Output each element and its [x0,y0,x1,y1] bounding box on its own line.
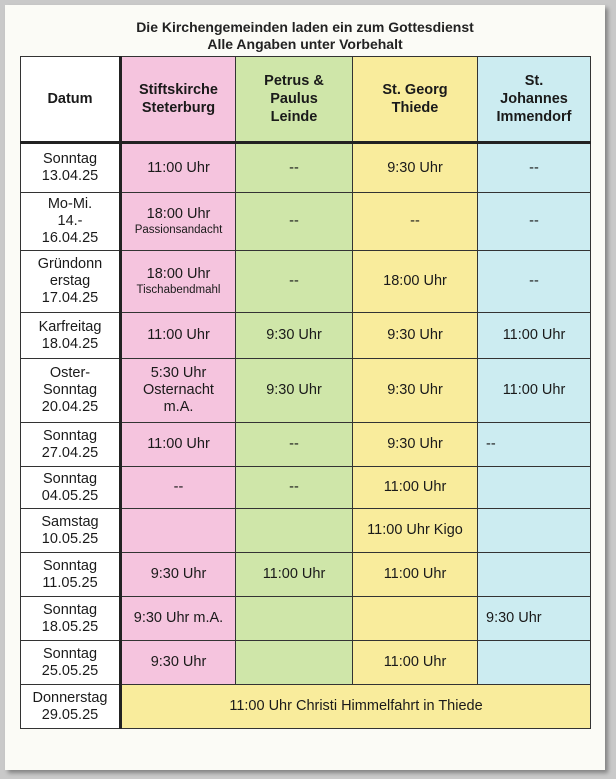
table-row [21,359,591,423]
st-georg-cell: 11:00 Uhr [353,553,478,597]
table-row [21,685,591,729]
himmelfahrt-cell: 11:00 Uhr Christi Himmelfahrt in Thiede [121,685,591,729]
date-cell: Sonntag 11.05.25 [21,553,121,597]
table-row [21,423,591,467]
st-johannes-cell: 11:00 Uhr [478,359,591,423]
table-row [21,251,591,313]
page-title [5,19,605,53]
stiftskirche-cell [121,509,236,553]
table-row [21,143,591,193]
petrus-paulus-cell: -- [236,467,353,509]
st-georg-cell [353,597,478,641]
st-johannes-cell: 9:30 Uhr [478,597,591,641]
header-row [21,57,591,143]
petrus-paulus-cell [236,597,353,641]
date-cell: Gründonn erstag 17.04.25 [21,251,121,313]
petrus-paulus-cell: -- [236,251,353,313]
stiftskirche-cell: 11:00 Uhr [121,423,236,467]
st-johannes-cell: -- [478,423,591,467]
st-georg-cell: -- [353,193,478,251]
petrus-paulus-cell [236,509,353,553]
schedule-sheet [5,5,605,770]
header-st-georg: St. Georg Thiede [353,57,478,143]
date-cell: Oster- Sonntag 20.04.25 [21,359,121,423]
st-georg-cell: 9:30 Uhr [353,143,478,193]
stiftskirche-cell: 5:30 Uhr Osternacht m.A. [121,359,236,423]
st-georg-cell: 11:00 Uhr Kigo [353,509,478,553]
stiftskirche-cell: 18:00 Uhr Tischabendmahl [121,251,236,313]
date-cell: Sonntag 18.05.25 [21,597,121,641]
stiftskirche-cell: 18:00 Uhr Passionsandacht [121,193,236,251]
petrus-paulus-cell: 9:30 Uhr [236,313,353,359]
st-johannes-cell: -- [478,251,591,313]
table-row [21,313,591,359]
petrus-paulus-cell: -- [236,143,353,193]
date-cell: Samstag 10.05.25 [21,509,121,553]
date-cell: Sonntag 13.04.25 [21,143,121,193]
stiftskirche-cell: 9:30 Uhr [121,553,236,597]
petrus-paulus-cell: 9:30 Uhr [236,359,353,423]
st-georg-cell: 9:30 Uhr [353,423,478,467]
date-cell: Donnerstag 29.05.25 [21,685,121,729]
st-johannes-cell: -- [478,143,591,193]
stiftskirche-cell: 11:00 Uhr [121,143,236,193]
stiftskirche-cell: 11:00 Uhr [121,313,236,359]
header-datum: Datum [21,57,121,143]
title-line-1: Die Kirchengemeinden laden ein zum Gottesdienst [136,19,474,35]
petrus-paulus-cell: -- [236,193,353,251]
stiftskirche-cell: -- [121,467,236,509]
st-johannes-cell: -- [478,193,591,251]
date-cell: Sonntag 25.05.25 [21,641,121,685]
st-georg-cell: 9:30 Uhr [353,359,478,423]
stiftskirche-cell: 9:30 Uhr [121,641,236,685]
table-row [21,467,591,509]
st-georg-cell: 11:00 Uhr [353,467,478,509]
title-line-2: Alle Angaben unter Vorbehalt [207,36,403,52]
st-johannes-cell [478,509,591,553]
table-row [21,509,591,553]
date-cell: Sonntag 27.04.25 [21,423,121,467]
petrus-paulus-cell: -- [236,423,353,467]
st-georg-cell: 9:30 Uhr [353,313,478,359]
petrus-paulus-cell: 11:00 Uhr [236,553,353,597]
table-row [21,553,591,597]
date-cell: Mo-Mi. 14.- 16.04.25 [21,193,121,251]
stiftskirche-cell: 9:30 Uhr m.A. [121,597,236,641]
petrus-paulus-cell [236,641,353,685]
st-georg-cell: 18:00 Uhr [353,251,478,313]
date-cell: Sonntag 04.05.25 [21,467,121,509]
date-cell: Karfreitag 18.04.25 [21,313,121,359]
st-johannes-cell [478,641,591,685]
st-johannes-cell [478,467,591,509]
header-petrus-paulus: Petrus & Paulus Leinde [236,57,353,143]
table-row [21,597,591,641]
st-johannes-cell: 11:00 Uhr [478,313,591,359]
table-row [21,641,591,685]
header-st-johannes: St. Johannes Immendorf [478,57,591,143]
header-stiftskirche: Stiftskirche Steterburg [121,57,236,143]
service-schedule-table [20,56,591,729]
st-georg-cell: 11:00 Uhr [353,641,478,685]
st-johannes-cell [478,553,591,597]
table-row [21,193,591,251]
